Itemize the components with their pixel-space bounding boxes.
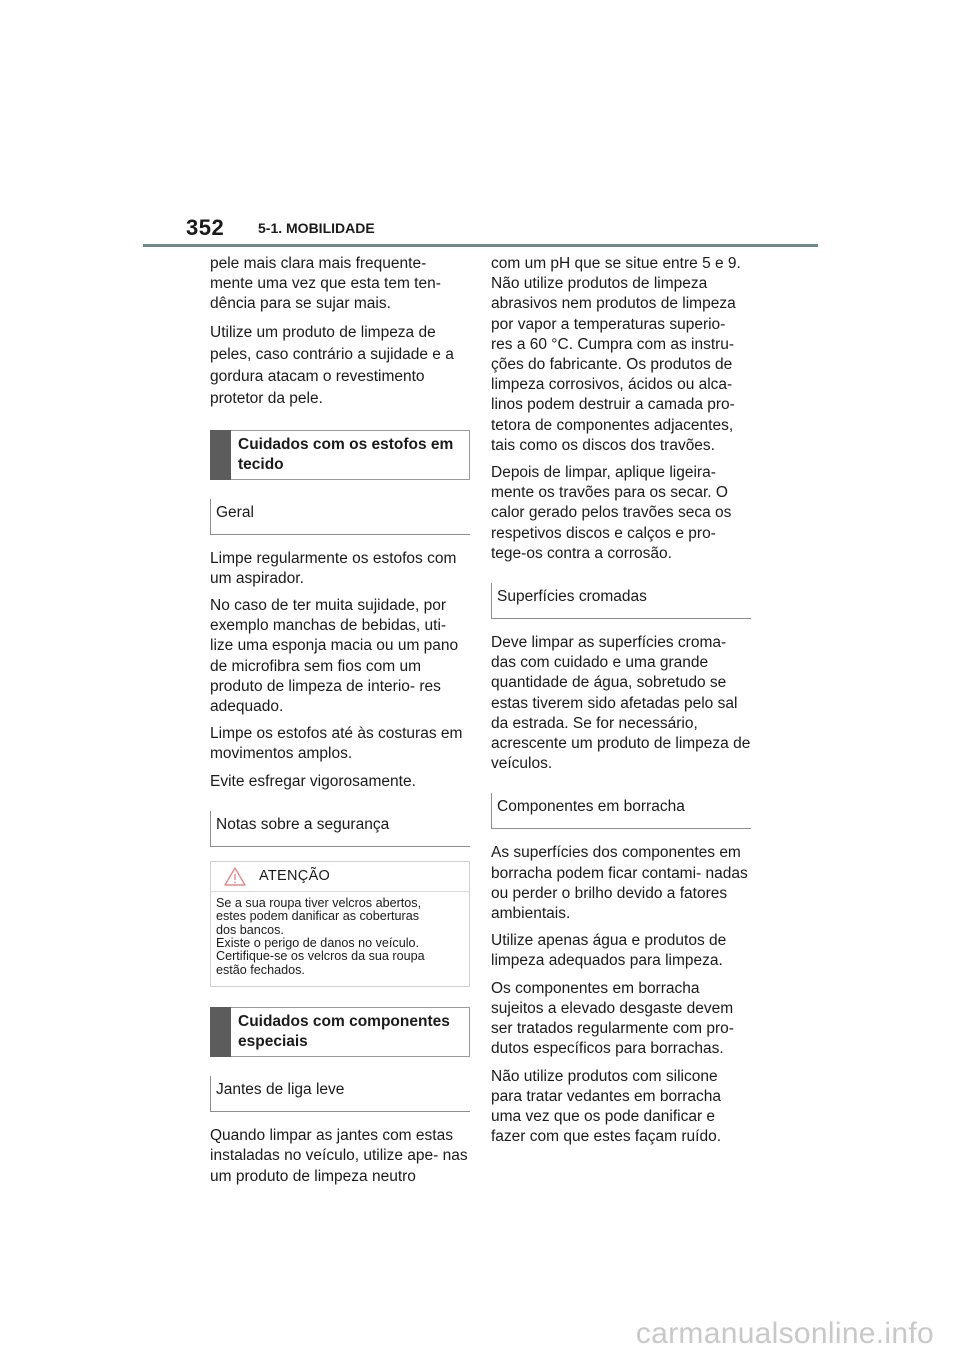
warning-line: Existe o perigo de danos no veículo. (216, 936, 420, 951)
heading-bar (210, 430, 231, 480)
warning-body (211, 892, 469, 986)
warning-header (211, 862, 469, 892)
right-column (491, 254, 751, 1154)
paragraph: Os componentes em borracha sujeitos a elevado desgaste devem ser tratados regularmente com pro- dutos específicos para borrachas. (491, 979, 734, 1058)
watermark: carmanualsonline.info (635, 1317, 934, 1350)
paragraph: Limpe os estofos até às costuras em movimentos amplos. (210, 725, 463, 763)
subheading-geral (210, 490, 470, 535)
warning-line: Se a sua roupa tiver velcros abertos, (216, 895, 422, 910)
paragraph: Não utilize produtos com silicone para tratar vedantes em borracha uma vez que os pode danificar e fazer com que estes façam ruído. (491, 1067, 722, 1146)
warning-triangle-icon (224, 867, 246, 886)
subheading-tick (491, 793, 492, 828)
paragraph: As superfícies dos componentes em borracha podem ficar contami- nadas ou perder o brilho devido a fatores ambientais. (491, 844, 748, 923)
subheading-rubber-components (491, 784, 751, 829)
subheading-tick (491, 583, 492, 618)
subheading-tick (210, 811, 211, 846)
subheading-tick (210, 1076, 211, 1111)
subheading-text: Jantes de liga leve (216, 1081, 345, 1099)
heading-text: Cuidados com componentes especiais (238, 1013, 450, 1051)
page-number: 352 (186, 215, 225, 240)
warning-line: estão fechados. (216, 962, 305, 977)
paragraph: Depois de limpar, aplique ligeira- mente os travões para os secar. O calor gerado pelos travões seca os respetivos discos e calços e pro- tege-os contra a corrosão. (491, 464, 732, 562)
subheading-alloy-wheels (210, 1067, 470, 1112)
heading-bar (210, 1007, 231, 1057)
left-column (210, 254, 470, 1194)
subheading-text: Componentes em borracha (497, 798, 685, 816)
subheading-tick (210, 499, 211, 534)
paragraph: Utilize apenas água e produtos de limpeza adequados para limpeza. (491, 932, 727, 970)
heading-fabric-upholstery (210, 430, 470, 480)
paragraph: Evite esfregar vigorosamente. (210, 772, 416, 790)
section-label: 5-1. MOBILIDADE (258, 220, 375, 236)
warning-box (210, 861, 470, 987)
warning-line: estes podem danificar as coberturas (216, 909, 420, 924)
warning-line: dos bancos. (216, 922, 284, 937)
paragraph: No caso de ter muita sujidade, por exemplo manchas de bebidas, uti- lize uma esponja macia ou um pano de microfibra sem fios com um produto de limpeza de interio- res adequado. (210, 597, 459, 716)
paragraph: Limpe regularmente os estofos com um aspirador. (210, 549, 457, 587)
subheading-safety-notes (210, 802, 470, 847)
subheading-text: Superfícies cromadas (497, 588, 647, 606)
warning-line: Certifique-se os velcros da sua roupa (216, 949, 425, 964)
warning-title: ATENÇÃO (259, 867, 331, 884)
heading-special-components (210, 1007, 470, 1057)
subheading-text: Notas sobre a segurança (216, 815, 390, 833)
paragraph: Quando limpar as jantes com estas instaladas no veículo, utilize ape- nas um produto de limpeza neutro (210, 1127, 468, 1185)
subheading-chrome-surfaces (491, 574, 751, 619)
subheading-text: Geral (216, 503, 254, 521)
intro-paragraph-2: Utilize um produto de limpeza de peles, caso contrário a sujidade e a gordura atacam o revestimento protetor da pele. (210, 323, 454, 407)
heading-text: Cuidados com os estofos em tecido (238, 435, 454, 473)
header-rule (143, 244, 818, 247)
paragraph: com um pH que se situe entre 5 e 9. Não utilize produtos de limpeza abrasivos nem produtos de limpeza por vapor a temperaturas superio- res a 60 °C. Cumpra com as instru- ções do fabricante. Os produtos de limpeza corrosivos, ácidos ou alca- linos podem destruir a camada pro- tetora de componentes adjacentes, tais como os discos dos travões. (491, 255, 741, 454)
intro-paragraph-1: pele mais clara mais frequente- mente uma vez que esta tem ten- dência para se sujar mais. (210, 255, 441, 313)
paragraph: Deve limpar as superfícies croma- das com cuidado e uma grande quantidade de água, sobretudo se estas tiverem sido afetadas pelo sal da estrada. Se for necessário, acrescente um produto de limpeza de veículos. (491, 634, 751, 773)
